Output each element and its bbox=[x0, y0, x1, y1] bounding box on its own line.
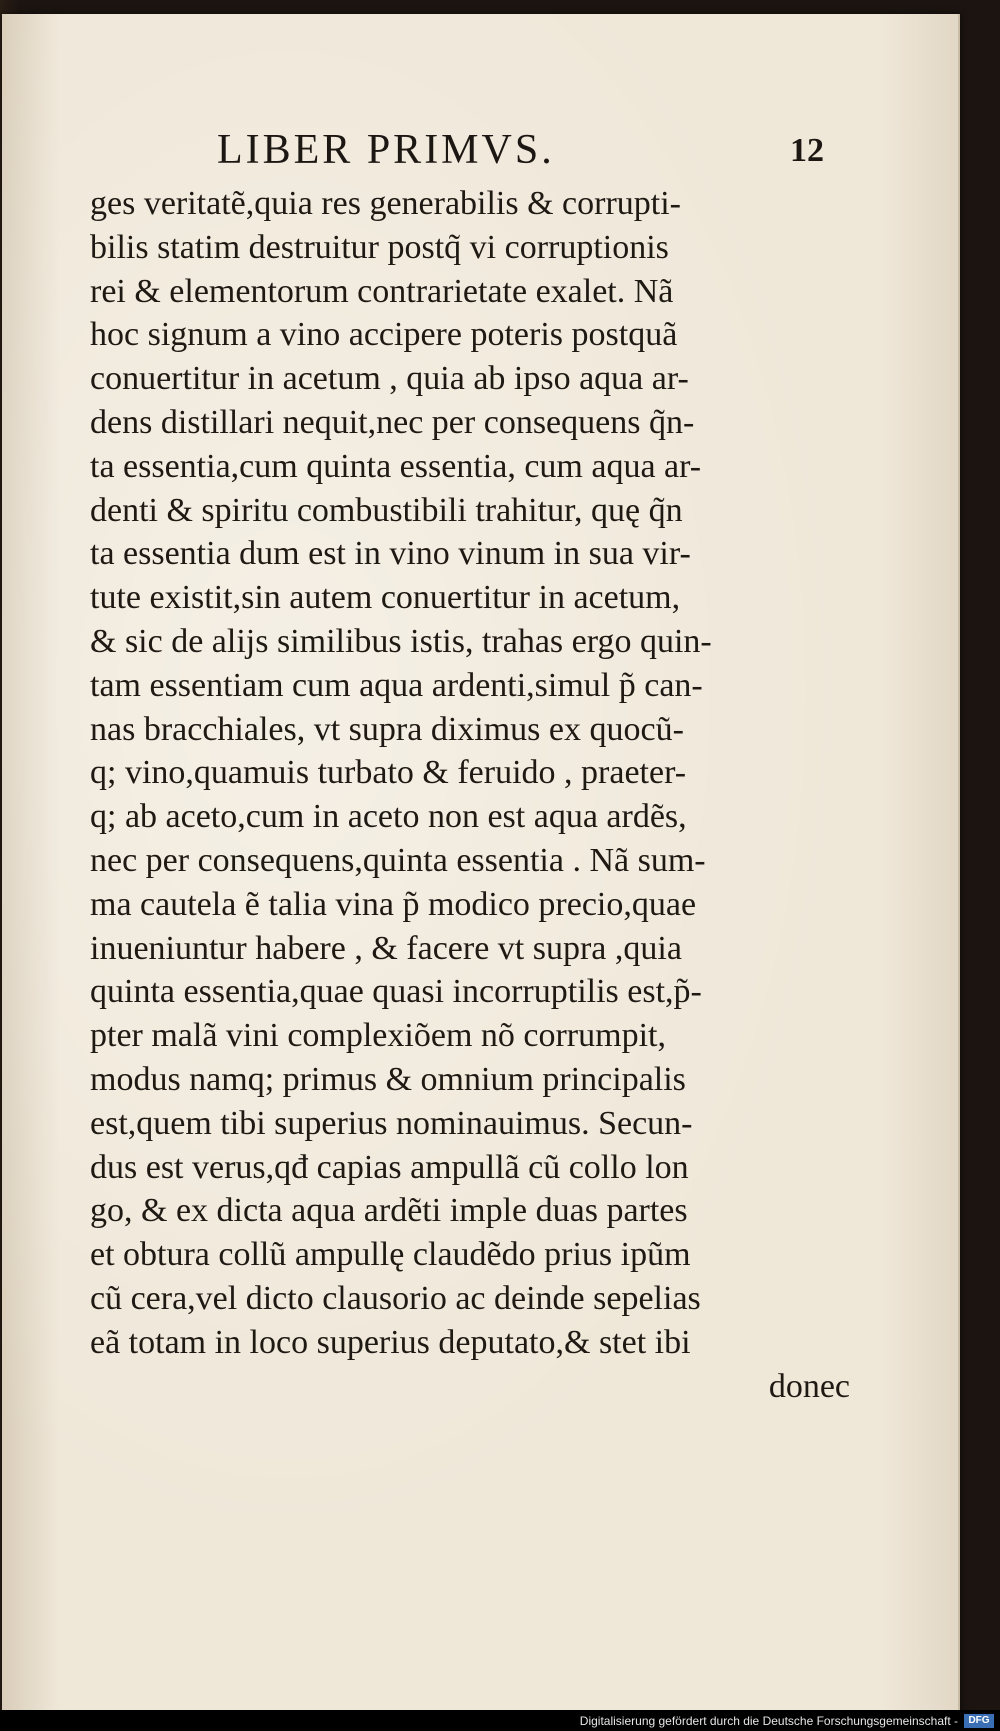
text-line: modus namq; primus & omnium principalis bbox=[90, 1060, 686, 1098]
text-line: cũ cera,vel dicto clausorio ac deinde sepelias bbox=[90, 1279, 701, 1317]
text-line: ta essentia dum est in vino vinum in sua vir- bbox=[90, 535, 691, 573]
folio-number: 12 bbox=[790, 132, 824, 169]
text-line: dens distillari nequit,nec per consequens q̃n- bbox=[90, 403, 695, 441]
text-line: & sic de alijs similibus istis, trahas ergo quin- bbox=[90, 622, 712, 660]
credit-bar bbox=[0, 1710, 1000, 1731]
text-line: inueniuntur habere , & facere vt supra ,quia bbox=[90, 929, 682, 967]
text-line: go, & ex dicta aqua ardẽti imple duas partes bbox=[90, 1192, 688, 1230]
text-line: ma cautela ẽ talia vina p̃ modico precio,quae bbox=[90, 885, 697, 923]
text-line: q; vino,quamuis turbato & feruido , praeter- bbox=[90, 754, 687, 792]
text-line: nec per consequens,quinta essentia . Nã sum- bbox=[90, 841, 706, 879]
credit-text: Digitalisierung gefördert durch die Deutsche Forschungsgemeinschaft - bbox=[579, 1714, 958, 1728]
text-line: pter malã vini complexiõem nõ corrumpit, bbox=[90, 1017, 666, 1055]
running-head: LIBER PRIMVS. bbox=[217, 127, 555, 173]
text-line: nas bracchiales, vt supra diximus ex quocũ- bbox=[90, 710, 684, 748]
catchword: donec bbox=[768, 1367, 850, 1405]
text-line: q; ab aceto,cum in aceto non est aqua ardẽs, bbox=[90, 798, 687, 836]
text-line: conuertitur in acetum , quia ab ipso aqua ar- bbox=[90, 360, 689, 398]
text-line: et obtura collũ ampullę claudẽdo prius ipũm bbox=[90, 1236, 691, 1274]
dfg-logo-icon: DFG bbox=[964, 1714, 994, 1728]
text-line: ges veritatẽ,quia res generabilis & corrupti- bbox=[90, 185, 681, 222]
text-line: ta essentia,cum quinta essentia, cum aqua ar- bbox=[90, 447, 702, 485]
text-line: bilis statim destruitur postq̃ vi corruptionis bbox=[90, 228, 669, 266]
text-line: rei & elementorum contrarietate exalet. Nã bbox=[90, 272, 674, 310]
book-page bbox=[2, 14, 960, 1712]
text-line: dus est verus,qđ capias ampullã cũ collo lon bbox=[90, 1148, 689, 1186]
text-line: tute existit,sin autem conuertitur in acetum, bbox=[90, 579, 681, 617]
text-line: denti & spiritu combustibili trahitur, quę q̃n bbox=[90, 491, 683, 529]
text-line: eã totam in loco superius deputato,& stet ibi bbox=[90, 1323, 691, 1361]
text-line: quinta essentia,quae quasi incorruptilis est,p̃- bbox=[90, 973, 702, 1011]
text-line: tam essentiam cum aqua ardenti,simul p̃ can- bbox=[90, 666, 703, 704]
body-text bbox=[90, 182, 850, 1408]
text-line: hoc signum a vino accipere poteris postquã bbox=[90, 316, 678, 354]
text-line: est,quem tibi superius nominauimus. Secun- bbox=[90, 1104, 693, 1142]
